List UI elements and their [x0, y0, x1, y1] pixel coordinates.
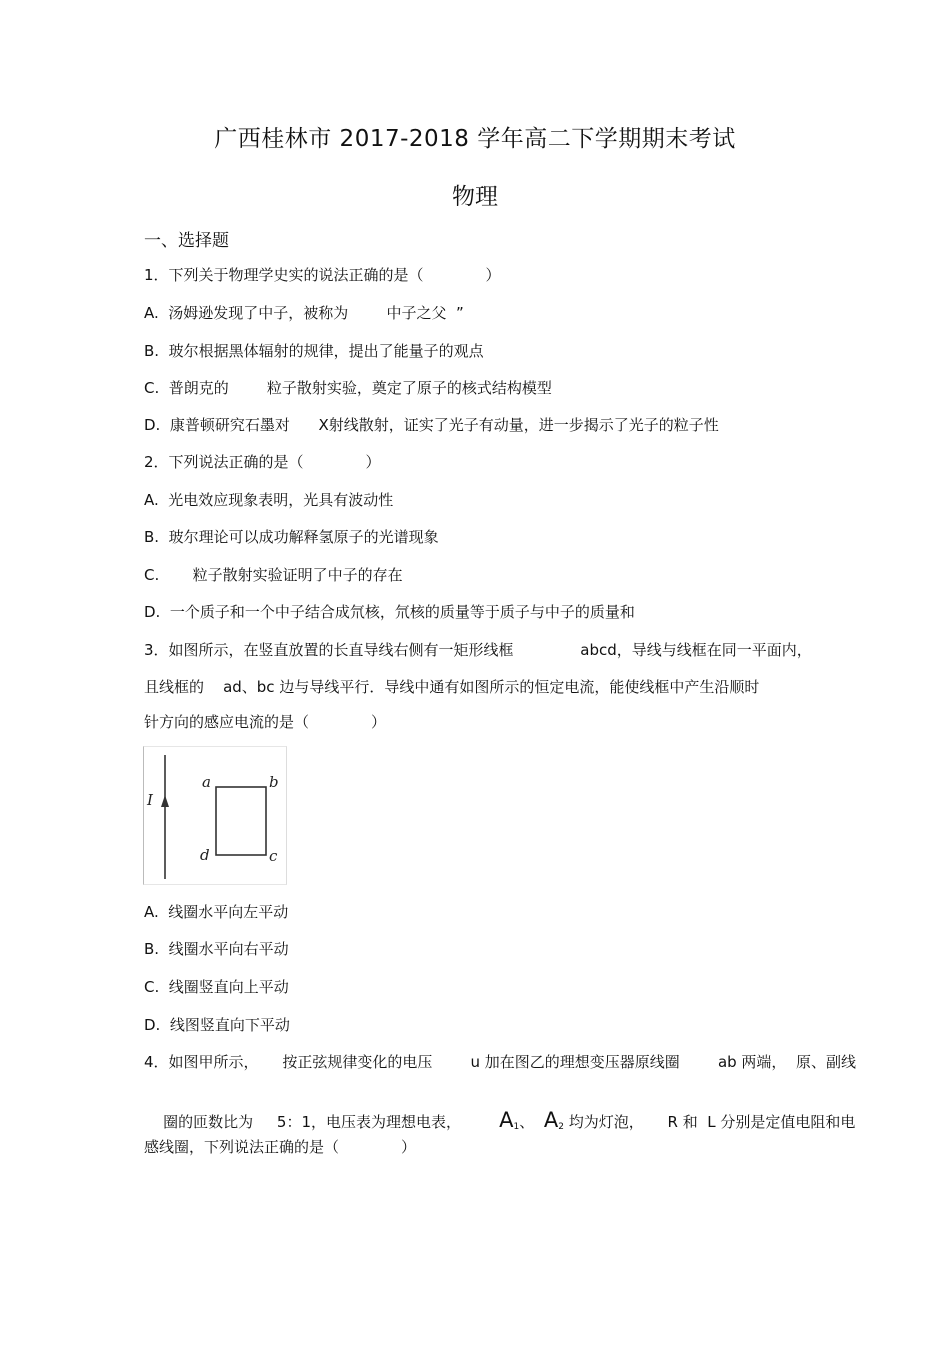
- question-2-option-c: C. 粒子散射实验证明了中子的存在: [144, 566, 403, 584]
- question-3-option-c: C. 线圈竖直向上平动: [144, 978, 289, 996]
- question-1-stem: 1．下列关于物理学史实的说法正确的是（ ）: [144, 266, 501, 284]
- question-2-option-a: A. 光电效应现象表明，光具有波动性: [144, 491, 394, 509]
- question-3-option-a: A. 线圈水平向左平动: [144, 903, 289, 921]
- question-1-option-d: D. 康普顿研究石墨对 X射线散射，证实了光子有动量，进一步揭示了光子的粒子性: [144, 416, 719, 434]
- lamp-a1-symbol: A: [499, 1108, 514, 1132]
- question-3-option-d: D. 线图竖直向下平动: [144, 1016, 290, 1034]
- lamp-a2-symbol: A: [543, 1108, 559, 1132]
- question-3-stem-line-3: 针方向的感应电流的是（ ）: [144, 713, 386, 731]
- question-4-stem-line-2-end: 均为灯泡， R 和 L 分别是定值电阻和电: [563, 1113, 856, 1131]
- question-2-option-d: D. 一个质子和一个中子结合成氘核，氘核的质量等于质子与中子的质量和: [144, 603, 635, 621]
- lamp-separator: 、: [519, 1113, 544, 1131]
- question-3-stem-line-1: 3．如图所示，在竖直放置的长直导线右侧有一矩形线框 abcd，导线与线框在同一平面内，: [144, 641, 812, 659]
- question-4-stem-line-1: 4．如图甲所示， 按正弦规律变化的电压 u 加在图乙的理想变压器原线圈 ab 两端， 原、副线: [144, 1053, 856, 1071]
- question-1-option-a: A. 汤姆逊发现了中子，被称为 中子之父 ”: [144, 304, 464, 322]
- wire-and-loop-figure: [143, 746, 287, 885]
- question-1-option-c: C. 普朗克的 粒子散射实验，奠定了原子的核式结构模型: [144, 379, 552, 397]
- section-heading: 一、选择题: [144, 231, 229, 251]
- question-2-option-b: B. 玻尔理论可以成功解释氢原子的光谱现象: [144, 528, 439, 546]
- question-4-stem-line-2-start: 圈的匝数比为 5：1，电压表为理想电表，: [163, 1113, 500, 1131]
- lamp-a1-subscript: 1: [513, 1122, 520, 1132]
- corner-label-c: c: [269, 847, 278, 865]
- exam-title: 广西桂林市 2017-2018 学年高二下学期期末考试: [214, 126, 736, 152]
- corner-label-b: b: [269, 773, 279, 791]
- corner-label-a: a: [202, 773, 211, 791]
- lamp-a2-subscript: 2: [558, 1122, 564, 1132]
- question-3-option-b: B. 线圈水平向右平动: [144, 940, 289, 958]
- wire-loop-diagram: [144, 747, 286, 884]
- question-4-stem-line-3: 感线圈，下列说法正确的是（ ）: [144, 1138, 416, 1156]
- current-arrow-icon: [161, 795, 169, 807]
- question-3-stem-line-2: 且线框的 ad、bc 边与导线平行．导线中通有如图所示的恒定电流，能使线框中产生沿顺时: [144, 678, 760, 696]
- current-label: I: [147, 791, 153, 809]
- question-2-stem: 2．下列说法正确的是（ ）: [144, 453, 381, 471]
- rectangular-loop: [216, 787, 266, 855]
- subject-title: 物理: [452, 184, 498, 210]
- question-1-option-b: B. 玻尔根据黑体辐射的规律，提出了能量子的观点: [144, 342, 484, 360]
- corner-label-d: d: [200, 846, 210, 864]
